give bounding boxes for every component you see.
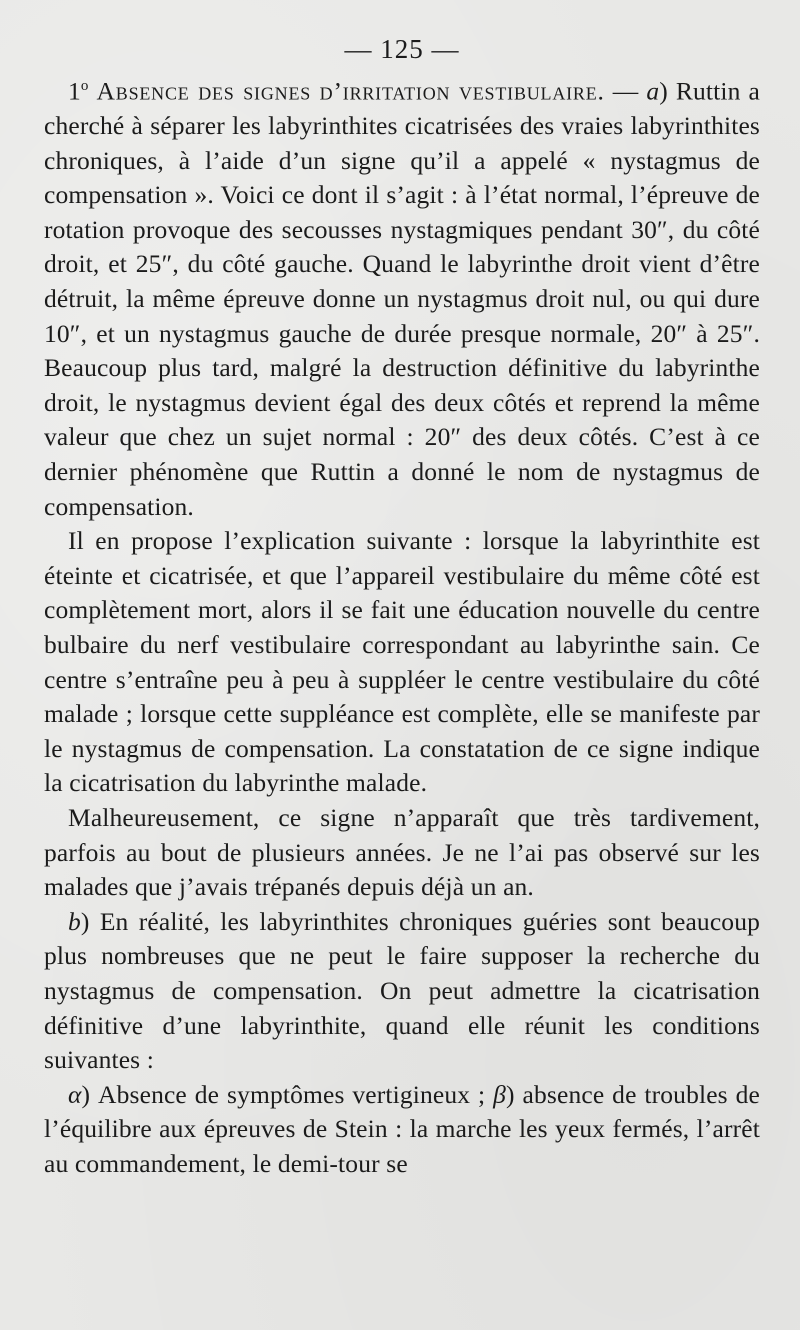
paragraph-5 — [44, 1078, 760, 1182]
paragraph-4-body: ) En réalité, les labyrinthites chroniques guéries sont beaucoup plus nombreuses que ne peut le faire supposer la recherche du nystagmus de compensation. On peut admettre la cicatrisation définitive d’une labyrinthite, quand elle réunit les conditions suivantes : — [44, 906, 760, 1075]
paragraph-2: Il en propose l’explication suivante : lorsque la labyrinthite est éteinte et cicatrisée, et que l’appareil vestibulaire du même côté est complètement mort, alors il se fait une éducation nouvelle du centre bulbaire du nerf vestibulaire correspondant au labyrinthe sain. Ce centre s’entraîne peu à peu à suppléer le centre vestibulaire du côté malade ; lorsque cette suppléance est complète, elle se manifeste par le nystagmus de compensation. La constatation de ce signe indique la cicatrisation du labyrinthe malade. — [44, 526, 760, 798]
heading-dash: — — [604, 76, 639, 106]
section-number: 1 — [68, 76, 81, 106]
paragraph-4 — [44, 905, 760, 1078]
paragraph-3: Malheureusement, ce signe n’apparaît que très tardivement, parfois au bout de plusieurs années. Je ne l’ai pas observé sur les malades que j’avais trépanés depuis déjà un an. — [44, 802, 760, 902]
item-marker-beta: β — [493, 1079, 507, 1109]
condition-beta: ) absence de troubles de l’équilibre aux épreuves de Stein : la marche les yeux fermés, l’arrêt au commandement, le demi-tour se — [44, 1079, 760, 1178]
body-text — [44, 69, 760, 1182]
section-heading: Absence des signes d’irritation vestibulaire. — [96, 76, 605, 106]
paragraph-1-body: ) Ruttin a cherché à séparer les labyrinthites cicatrisées des vraies labyrinthites chroniques, à l’aide d’un signe qu’il a appelé « nystagmus de compensation ». Voici ce dont il s’agit : à l’état normal, l’épreuve de rotation provoque des secousses nystagmiques pendant 30″, du côté droit, et 25″, du côté gauche. Quand le labyrinthe droit vient d’être détruit, la même épreuve donne un nystagmus droit nul, ou qui dure 10″, et un nystagmus gauche de durée presque normale, 20″ à 25″. Beaucoup plus tard, malgré la destruction définitive du labyrinthe droit, le nystagmus devient égal des deux côtés et reprend la même valeur que chez un sujet normal : 20″ des deux côtés. C’est à ce dernier phénomène que Ruttin a donné le nom de nystagmus de compensation. — [44, 76, 760, 521]
paragraph-1 — [44, 69, 760, 524]
section-number-suffix: o — [80, 78, 89, 94]
item-marker-b: b — [68, 906, 81, 936]
item-marker-alpha: α — [68, 1079, 82, 1109]
page-number: — 125 — — [344, 34, 460, 64]
condition-alpha: ) Absence de symptômes vertigineux ; — [81, 1079, 494, 1109]
item-marker-a: a — [646, 76, 660, 106]
